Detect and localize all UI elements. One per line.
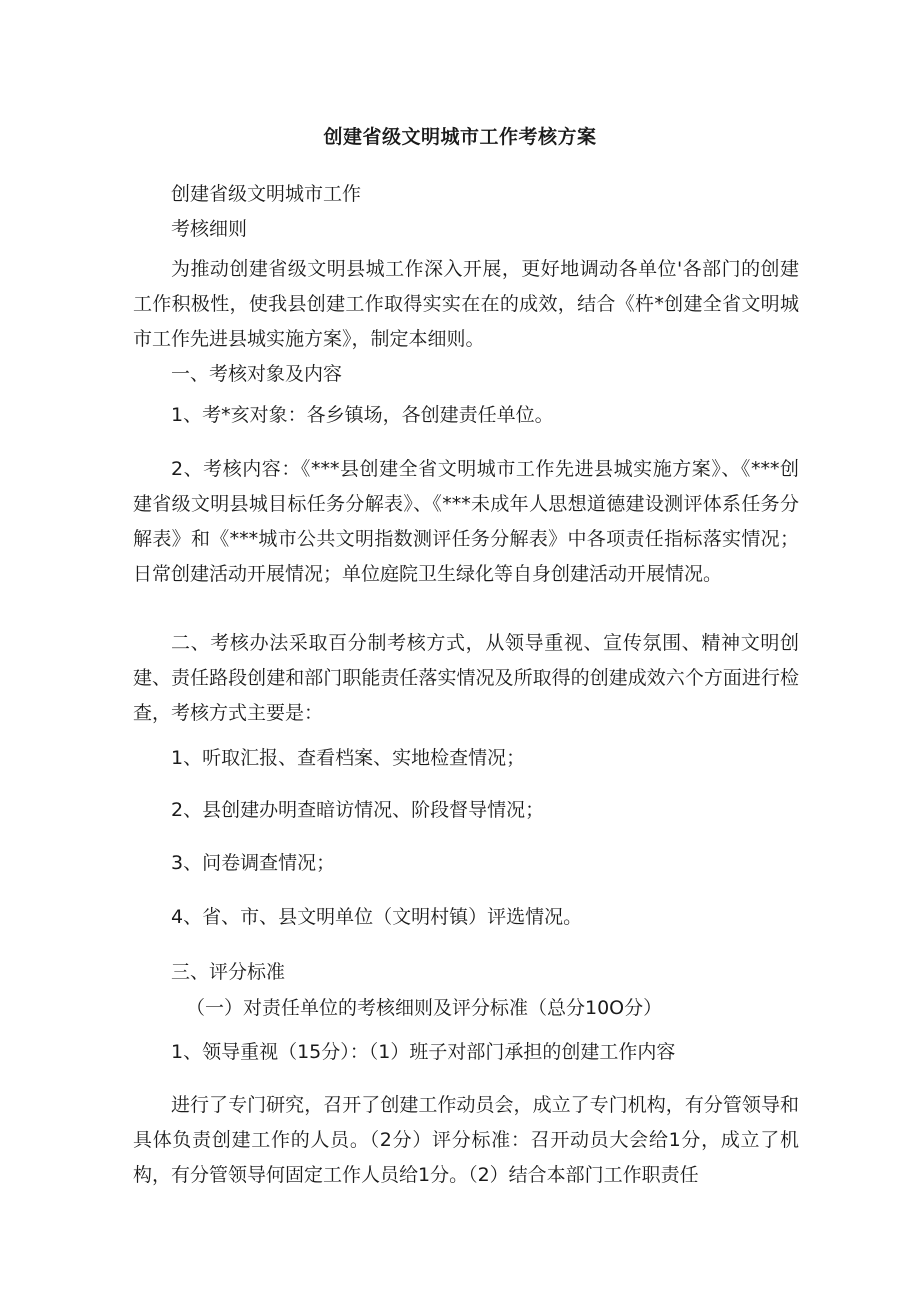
section-1-heading: 一、考核对象及内容 [171,363,343,385]
section-3-subheading: （一）对责任单位的考核细则及评分标准（总分10O分） [186,997,663,1019]
subtitle-line-1: 创建省级文明城市工作 [171,183,362,205]
section-3-item-1: 1、领导重视（15分）：（1）班子对部门承担的创建工作内容 [171,1041,676,1063]
method-item-1: 1、听取汇报、查看档案、实地检查情况； [171,747,526,769]
subtitle-line-2: 考核细则 [171,218,248,240]
section-3-paragraph: 进行了专门研究，召开了创建工作动员会，成立了专门机构，有分管领导和具体负责创建工作的人员。（2分）评分标准：召开动员大会给1分，成立了机构，有分管领导何固定工作人员给1分。（2）结合本部门工作职责任 [133,1094,799,1186]
intro-paragraph: 为推动创建省级文明县城工作深入开展，更好地调动各单位'各部门的创建工作积极性，使我县创建工作取得实实在在的成效，结合《杵*创建全省文明城市工作先进县城实施方案》，制定本细则。 [133,258,799,350]
document-title: 创建省级文明城市工作考核方案 [323,126,597,148]
section-1-item-2: 2、考核内容：《***县创建全省文明城市工作先进县城实施方案》、《***创建省级文明县城目标任务分解表》、《***未成年人思想道德建设测评体系任务分解表》和《***城市公共文明指数测评任务分解表》中各项责任指标落实情况；日常创建活动开展情况；单位庭院卫生绿化等自身创建活动开展情况。 [133,458,799,585]
method-item-2: 2、县创建办明查暗访情况、阶段督导情况； [171,799,545,821]
section-1-item-1: 1、考*亥对象：各乡镇场，各创建责任单位。 [171,404,554,426]
section-3-heading: 三、评分标准 [171,961,286,983]
section-2-paragraph: 二、考核办法采取百分制考核方式，从领导重视、宣传氛围、精神文明创建、责任路段创建和部门职能责任落实情况及所取得的创建成效六个方面进行检查，考核方式主要是： [133,632,799,724]
method-item-4: 4、省、市、县文明单位（文明村镇）评选情况。 [171,906,583,928]
method-item-3: 3、问卷调查情况； [171,852,336,874]
